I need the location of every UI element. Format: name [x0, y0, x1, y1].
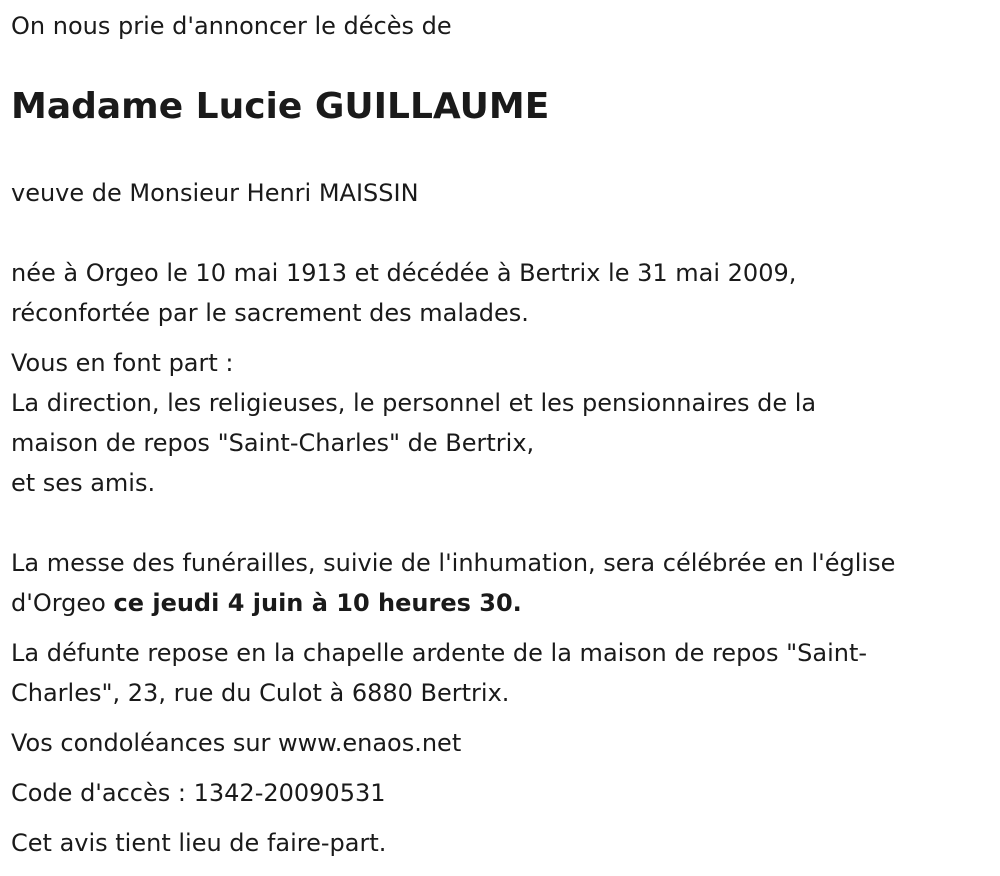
deceased-name: Madame Lucie GUILLAUME: [11, 86, 550, 127]
access-code-text: Code d'accès : 1342-20090531: [11, 779, 386, 807]
announcers-line: La direction, les religieuses, le personnel et les pensionnaires de la: [11, 389, 817, 417]
announcers-line: et ses amis.: [11, 469, 156, 497]
announcers-paragraph: [11, 343, 816, 503]
announcers-intro: Vous en font part :: [11, 349, 234, 377]
widow-text: veuve de Monsieur Henri MAISSIN: [11, 179, 419, 207]
mass-date: ce jeudi 4 juin à 10 heures 30.: [113, 589, 522, 617]
funeral-mass-line: La messe des funérailles, suivie de l'inhumation, sera célébrée en l'église: [11, 549, 896, 577]
condolences-text: Vos condoléances sur www.enaos.net: [11, 729, 462, 757]
resting-place-paragraph: [11, 633, 867, 713]
announcers-line: maison de repos "Saint-Charles" de Bertrix,: [11, 429, 535, 457]
resting-place-line: La défunte repose en la chapelle ardente de la maison de repos "Saint-: [11, 639, 868, 667]
sacrament-line: réconfortée par le sacrement des malades.: [11, 299, 529, 327]
notice-note: Cet avis tient lieu de faire-part.: [11, 829, 387, 857]
resting-place-address: Charles", 23, rue du Culot à 6880 Bertrix.: [11, 679, 510, 707]
birth-death-paragraph: [11, 253, 796, 333]
funeral-mass-date-line: [11, 583, 895, 623]
intro-text: On nous prie d'annoncer le décès de: [11, 12, 452, 40]
funeral-mass-paragraph: [11, 543, 895, 623]
church-text: d'Orgeo: [11, 589, 114, 617]
birth-death-line: née à Orgeo le 10 mai 1913 et décédée à Bertrix le 31 mai 2009,: [11, 259, 797, 287]
